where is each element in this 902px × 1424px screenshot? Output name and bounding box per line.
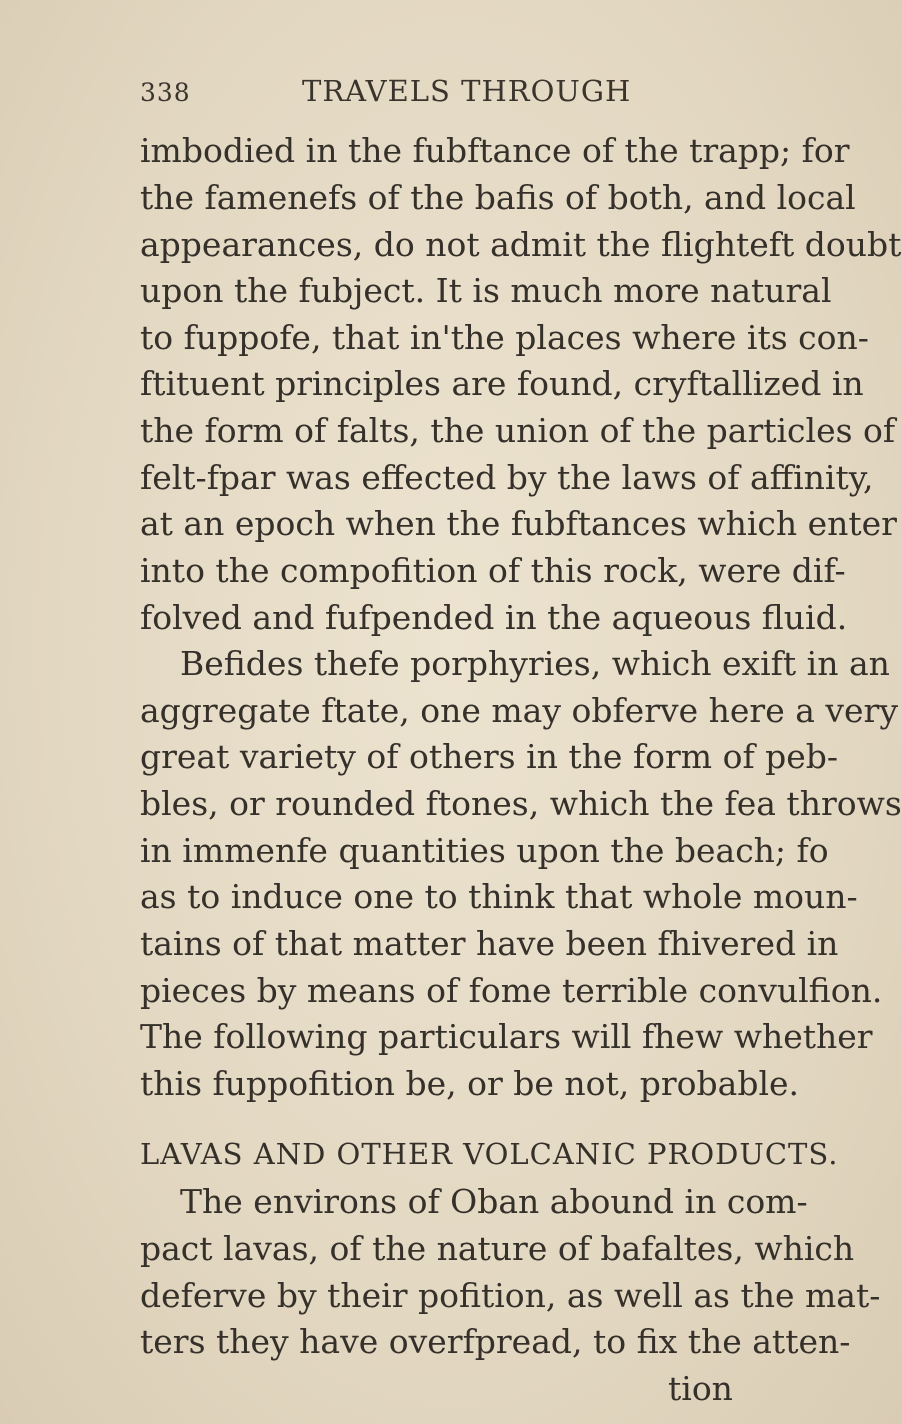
text-line: bles, or rounded ftones, which the fea throws [140,784,902,823]
running-head: TRAVELS THROUGH [302,74,632,108]
text-line: as to induce one to think that whole moun- [140,877,858,916]
text-line: ters they have overfpread, to fix the atten- [140,1322,851,1361]
text-line: appearances, do not admit the flighteft doubt [140,225,902,264]
text-line: deferve by their pofition, as well as the mat- [140,1276,881,1315]
text-line: upon the fubject. It is much more natural [140,271,832,310]
text-line: The following particulars will fhew whether [140,1017,873,1056]
page-number: 338 [140,78,191,107]
text-line: tains of that matter have been fhivered in [140,924,839,963]
text-line: at an epoch when the fubftances which enter [140,504,897,543]
catchword: tion [668,1369,733,1408]
text-line: aggregate ftate, one may obferve here a very [140,691,898,730]
text-line: into the compofition of this rock, were dif- [140,551,846,590]
text-line: the form of falts, the union of the particles of [140,411,896,450]
text-line: the famenefs of the bafis of both, and local [140,178,856,217]
paragraph-start-line: Befides thefe porphyries, which exift in an [180,644,890,683]
text-line: in immenfe quantities upon the beach; fo [140,831,829,870]
text-line: imbodied in the fubftance of the trapp; for [140,131,850,170]
text-line: pieces by means of fome terrible convulfion. [140,971,883,1010]
text-line: this fuppofition be, or be not, probable. [140,1064,800,1103]
paragraph-start-line: The environs of Oban abound in com- [180,1182,808,1221]
text-line: great variety of others in the form of peb- [140,737,839,776]
text-line: folved and fufpended in the aqueous fluid. [140,598,848,637]
text-line: felt-fpar was effected by the laws of affinity, [140,458,874,497]
text-line: ftituent principles are found, cryftallized in [140,364,864,403]
page-header [140,74,740,118]
section-title: LAVAS AND OTHER VOLCANIC PRODUCTS. [140,1137,839,1171]
text-line: pact lavas, of the nature of bafaltes, which [140,1229,855,1268]
text-line: to fuppofe, that in'the places where its con- [140,318,869,357]
